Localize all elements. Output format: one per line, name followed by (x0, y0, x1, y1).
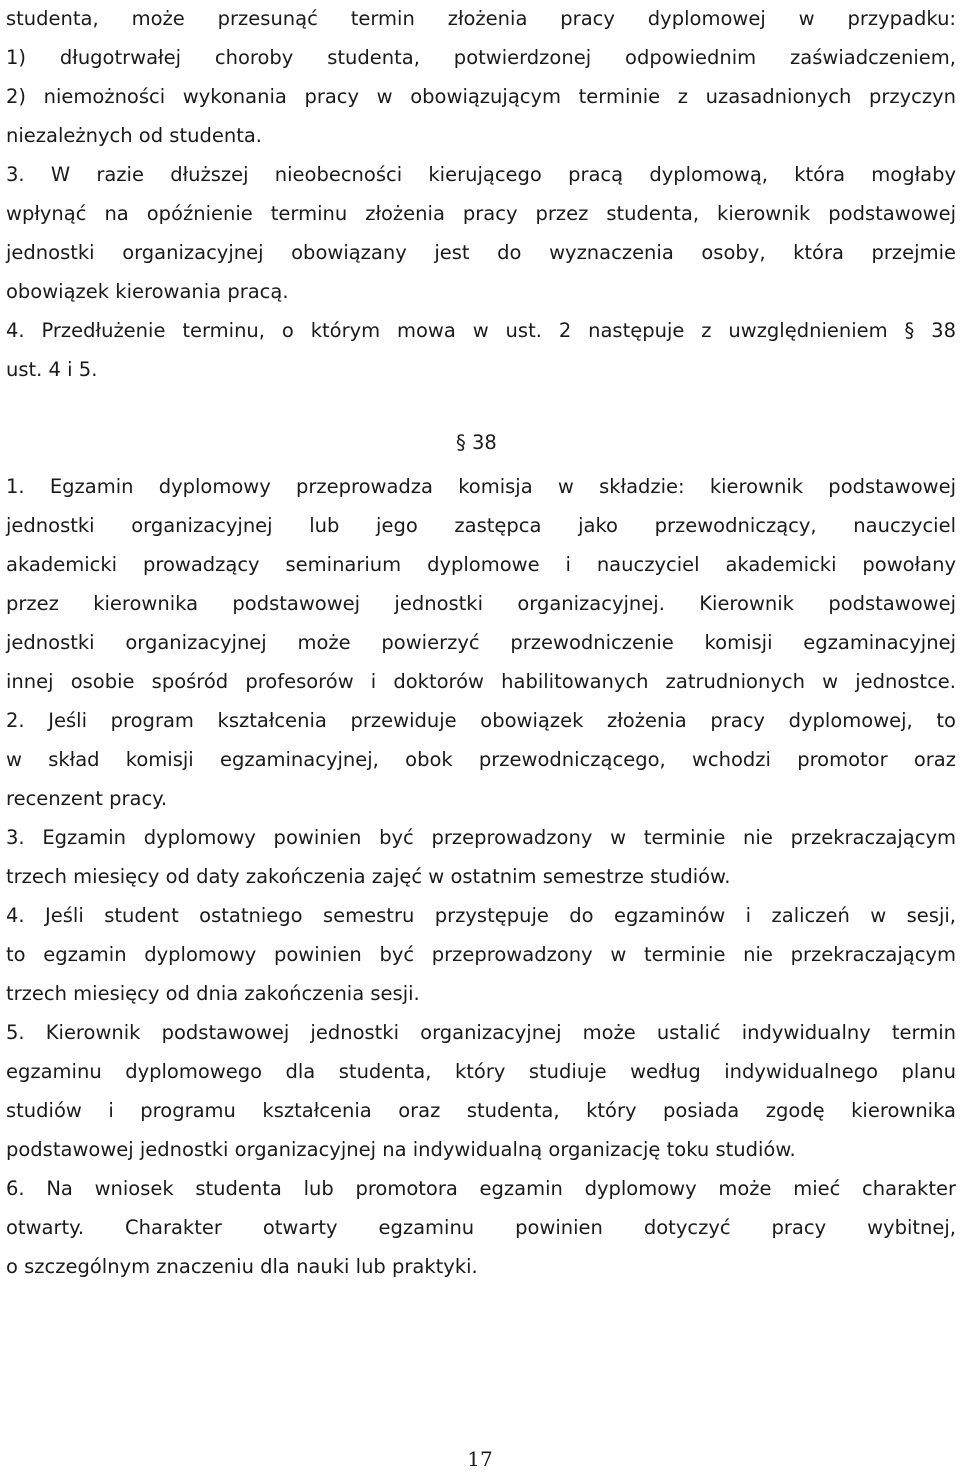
text-line: 3. W razie dłuższej nieobecności kierującego pracą dyplomową, która mogłaby (6, 163, 956, 186)
text-line: studiów i programu kształcenia oraz studenta, który posiada zgodę kierownika (6, 1099, 956, 1122)
text-line: podstawowej jednostki organizacyjnej na indywidualną organizację toku studiów. (6, 1138, 796, 1161)
text-line: innej osobie spośród profesorów i doktorów habilitowanych zatrudnionych w jednostce. (6, 670, 956, 693)
text-line: jednostki organizacyjnej może powierzyć przewodniczenie komisji egzaminacyjnej (6, 631, 956, 654)
text-line: 1. Egzamin dyplomowy przeprowadza komisja w składzie: kierownik podstawowej (6, 475, 956, 498)
text-line: 4. Przedłużenie terminu, o którym mowa w ust. 2 następuje z uwzględnieniem § 38 (6, 319, 956, 342)
text-line: obowiązek kierowania pracą. (6, 280, 289, 303)
text-line: 2) niemożności wykonania pracy w obowiązującym terminie z uzasadnionych przyczyn (6, 85, 956, 108)
text-line: to egzamin dyplomowy powinien być przeprowadzony w terminie nie przekraczającym (6, 943, 956, 966)
text-line: wpłynąć na opóźnienie terminu złożenia pracy przez studenta, kierownik podstawowej (6, 202, 956, 225)
text-line: trzech miesięcy od dnia zakończenia sesji. (6, 982, 420, 1005)
text-line: przez kierownika podstawowej jednostki organizacyjnej. Kierownik podstawowej (6, 592, 956, 615)
text-line: 5. Kierownik podstawowej jednostki organizacyjnej może ustalić indywidualny termin (6, 1021, 956, 1044)
text-line: 3. Egzamin dyplomowy powinien być przeprowadzony w terminie nie przekraczającym (6, 826, 956, 849)
text-line: 1) długotrwałej choroby studenta, potwierdzonej odpowiednim zaświadczeniem, (6, 46, 956, 69)
text-line: 6. Na wniosek studenta lub promotora egzamin dyplomowy może mieć charakter (6, 1177, 956, 1200)
text-line: trzech miesięcy od daty zakończenia zajęć w ostatnim semestrze studiów. (6, 865, 731, 888)
text-line: recenzent pracy. (6, 787, 168, 810)
section-heading: § 38 (456, 431, 497, 454)
text-line: egzaminu dyplomowego dla studenta, który studiuje według indywidualnego planu (6, 1060, 956, 1083)
text-line: studenta, może przesunąć termin złożenia pracy dyplomowej w przypadku: (6, 7, 956, 30)
text-line: akademicki prowadzący seminarium dyplomowe i nauczyciel akademicki powołany (6, 553, 956, 576)
text-line: jednostki organizacyjnej obowiązany jest do wyznaczenia osoby, która przejmie (6, 241, 956, 264)
text-line: ust. 4 i 5. (6, 358, 98, 381)
page-number: 17 (467, 1447, 493, 1471)
text-line: niezależnych od studenta. (6, 124, 262, 147)
text-line: 4. Jeśli student ostatniego semestru przystępuje do egzaminów i zaliczeń w sesji, (6, 904, 956, 927)
text-line: o szczególnym znaczeniu dla nauki lub praktyki. (6, 1255, 478, 1278)
text-line: jednostki organizacyjnej lub jego zastępca jako przewodniczący, nauczyciel (6, 514, 956, 537)
text-line: w skład komisji egzaminacyjnej, obok przewodniczącego, wchodzi promotor oraz (6, 748, 956, 771)
text-line: otwarty. Charakter otwarty egzaminu powinien dotyczyć pracy wybitnej, (6, 1216, 956, 1239)
text-line: 2. Jeśli program kształcenia przewiduje obowiązek złożenia pracy dyplomowej, to (6, 709, 956, 732)
